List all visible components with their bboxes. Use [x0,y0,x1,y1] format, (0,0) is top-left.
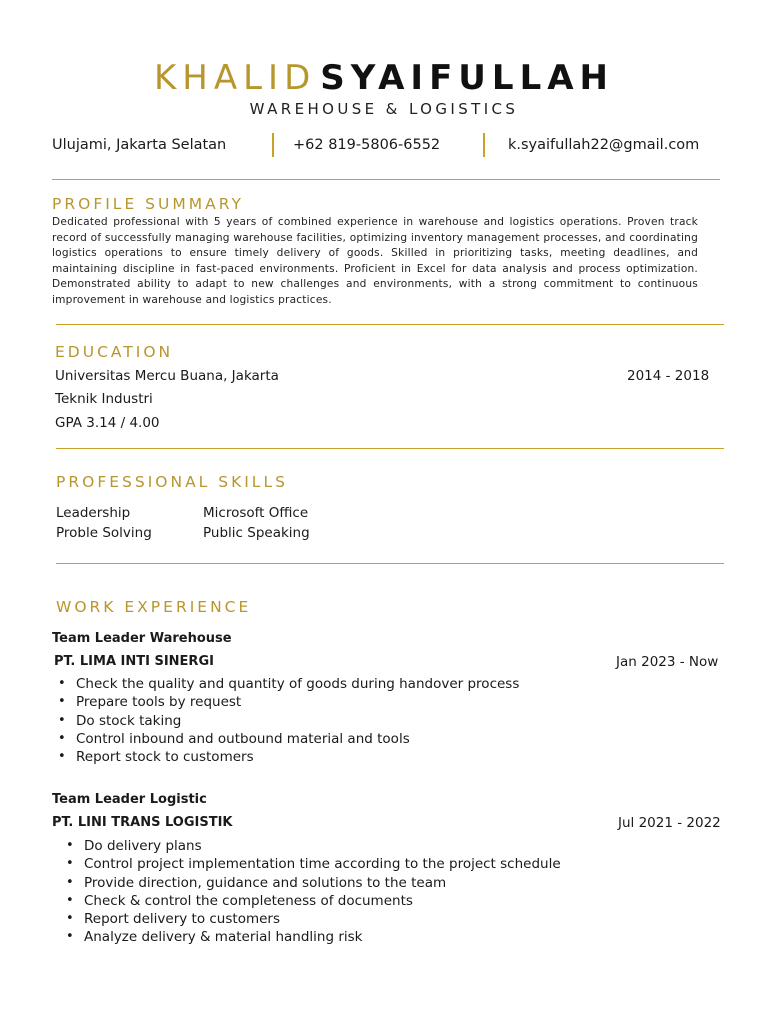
profile-summary-heading: PROFILE SUMMARY [52,195,244,213]
work-experience-heading: WORK EXPERIENCE [56,598,252,616]
contact-email[interactable]: k.syaifullah22@gmail.com [508,137,700,153]
job-task: • Do stock taking [52,712,519,730]
divider [56,448,724,449]
skill-item: Public Speaking [203,525,310,541]
job-task: • Check the quality and quantity of goods during handover process [52,675,519,693]
divider [56,324,724,325]
education-major: Teknik Industri [55,391,153,407]
job-period: Jul 2021 - 2022 [618,815,721,831]
job-task: • Do delivery plans [60,837,561,855]
job-task: • Analyze delivery & material handling risk [60,928,561,946]
first-name: KHALID [153,58,317,98]
contact-phone[interactable]: +62 819-5806-6552 [293,137,441,153]
divider [56,563,724,564]
job-role: Team Leader Logistic [52,792,207,807]
job-period: Jan 2023 - Now [616,654,719,670]
last-name: SYAIFULLAH [320,58,615,98]
job-task: • Control project implementation time according to the project schedule [60,855,561,873]
job-task: • Check & control the completeness of documents [60,892,561,910]
job-role: Team Leader Warehouse [52,631,232,646]
contact-location: Ulujami, Jakarta Selatan [52,137,227,153]
job-task-list [60,837,561,947]
candidate-name [0,58,768,98]
job-company: PT. LIMA INTI SINERGI [54,654,214,669]
divider [52,179,720,180]
profile-summary-text: Dedicated professional with 5 years of combined experience in warehouse and logistics operations. Proven track record of successfully managing warehouse facilities, optimizing inventory management processes, and coordinating logistics operations to ensure timely delivery of goods. Skilled in prioritizing tasks, meeting deadlines, and maintaining discipline in fast-paced environments. Proficient in Excel for data analysis and process optimization. Demonstrated ability to adapt to new challenges and environments, with a strong commitment to continuous improvement in warehouse and logistics practices. [52,216,698,306]
job-task: • Report delivery to customers [60,910,561,928]
education-school: Universitas Mercu Buana, Jakarta [55,368,279,384]
job-task: • Report stock to customers [52,748,519,766]
contact-divider [483,133,485,157]
skills-heading: PROFESSIONAL SKILLS [56,473,288,491]
job-task-list [52,675,519,766]
job-task: • Prepare tools by request [52,693,519,711]
job-task: • Control inbound and outbound material and tools [52,730,519,748]
job-task: • Provide direction, guidance and solutions to the team [60,874,561,892]
job-title: WAREHOUSE & LOGISTICS [249,100,519,118]
job-company: PT. LINI TRANS LOGISTIK [52,815,233,830]
education-gpa: GPA 3.14 / 4.00 [55,415,160,431]
skill-item: Leadership [56,505,131,521]
skill-item: Microsoft Office [203,505,309,521]
education-years: 2014 - 2018 [627,368,710,384]
education-heading: EDUCATION [55,343,174,361]
skill-item: Proble Solving [56,525,152,541]
contact-divider [272,133,274,157]
